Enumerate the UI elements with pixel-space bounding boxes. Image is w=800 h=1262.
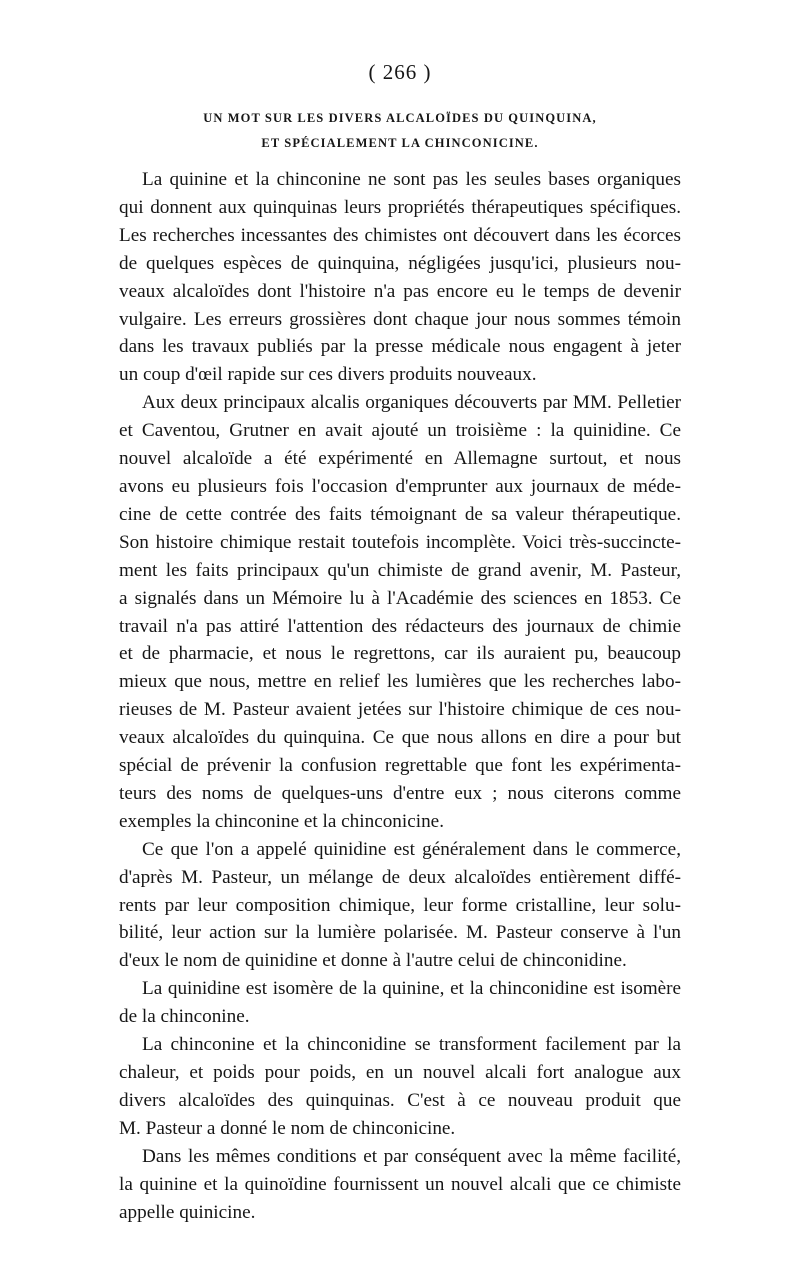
article-title-line-2: ET SPÉCIALEMENT LA CHINCONICINE.: [261, 136, 539, 150]
text-line: teurs des noms de quelques-uns d'entre eux ; nous citerons comme: [119, 782, 681, 804]
text-line: ment les faits principaux qu'un chimiste de grand avenir, M. Pasteur,: [119, 559, 681, 581]
paragraph-4: [119, 975, 681, 1031]
text-line: bilité, leur action sur la lumière polarisée. M. Pasteur conserve à l'un: [119, 922, 681, 944]
text-line: Aux deux principaux alcalis organiques découverts par MM. Pelletier: [142, 392, 681, 414]
text-line: nouvel alcaloïde a été expérimenté en Allemagne surtout, et nous: [119, 448, 681, 470]
text-line: Son histoire chimique restait toutefois incomplète. Voici très-succincte-: [119, 531, 681, 553]
text-line: Les recherches incessantes des chimistes ont découvert dans les écorces: [119, 224, 681, 246]
text-line: divers alcaloïdes des quinquinas. C'est à ce nouveau produit que: [119, 1089, 681, 1111]
text-line: rents par leur composition chimique, leur forme cristalline, leur solu-: [119, 894, 681, 916]
paragraph-1: [119, 166, 681, 389]
paragraph-3: [119, 836, 681, 976]
text-line: mieux que nous, mettre en relief les lumières que les recherches labo-: [119, 671, 681, 693]
text-line: dans les travaux publiés par la presse médicale nous engagent à jeter: [119, 336, 681, 358]
article-title-line-1: UN MOT SUR LES DIVERS ALCALOÏDES DU QUINQUINA,: [203, 111, 597, 125]
text-line: La chinconine et la chinconidine se transforment facilement par la: [142, 1034, 681, 1056]
text-line: cine de cette contrée des faits témoignant de sa valeur thérapeutique.: [119, 503, 681, 525]
text-line: un coup d'œil rapide sur ces divers produits nouveaux.: [119, 364, 537, 386]
paragraph-2: [119, 389, 681, 836]
text-line: veaux alcaloïdes du quinquina. Ce que nous allons en dire a pour but: [119, 727, 681, 749]
text-line: vulgaire. Les erreurs grossières dont chaque jour nous sommes témoin: [119, 308, 681, 330]
text-line: la quinine et la quinoïdine fournissent un nouvel alcali que ce chimiste: [119, 1173, 681, 1195]
text-line: travail n'a pas attiré l'attention des rédacteurs des journaux de chimie: [119, 615, 681, 637]
text-line: et Caventou, Grutner en avait ajouté un troisième : la quinidine. Ce: [119, 420, 681, 442]
article-body: [119, 166, 681, 1226]
text-line: de quelques espèces de quinquina, négligées jusqu'ici, plusieurs nou-: [119, 252, 681, 274]
text-line: de la chinconine.: [119, 1006, 250, 1028]
paragraph-6: [119, 1143, 681, 1227]
text-line: M. Pasteur a donné le nom de chinconicine.: [119, 1117, 456, 1139]
paragraph-5: [119, 1031, 681, 1143]
text-line: appelle quinicine.: [119, 1201, 256, 1223]
text-line: spécial de prévenir la confusion regrettable que font les expérimenta-: [119, 755, 681, 777]
text-line: chaleur, et poids pour poids, en un nouvel alcali fort analogue aux: [119, 1062, 681, 1083]
text-line: Ce que l'on a appelé quinidine est généralement dans le commerce,: [142, 838, 681, 860]
page-number: ( 266 ): [368, 60, 432, 84]
text-line: avons eu plusieurs fois l'occasion d'emprunter aux journaux de méde-: [119, 475, 681, 497]
text-line: rieuses de M. Pasteur avaient jetées sur l'histoire chimique de ces nou-: [119, 699, 681, 721]
text-line: veaux alcaloïdes dont l'histoire n'a pas encore eu le temps de devenir: [119, 280, 681, 302]
text-line: La quinine et la chinconine ne sont pas les seules bases organiques: [142, 169, 681, 190]
text-line: et de pharmacie, et nous le regrettons, car ils auraient pu, beaucoup: [119, 643, 681, 665]
text-line: d'eux le nom de quinidine et donne à l'autre celui de chinconidine.: [119, 950, 627, 972]
text-line: exemples la chinconine et la chinconicine.: [119, 810, 444, 832]
text-line: a signalés dans un Mémoire lu à l'Académie des sciences en 1853. Ce: [119, 587, 681, 609]
text-line: qui donnent aux quinquinas leurs propriétés thérapeutiques spécifiques.: [119, 196, 681, 218]
text-line: d'après M. Pasteur, un mélange de deux alcaloïdes entièrement diffé-: [119, 866, 681, 888]
text-line: Dans les mêmes conditions et par conséquent avec la même facilité,: [142, 1145, 681, 1167]
text-line: La quinidine est isomère de la quinine, et la chinconidine est isomère: [142, 978, 681, 1000]
